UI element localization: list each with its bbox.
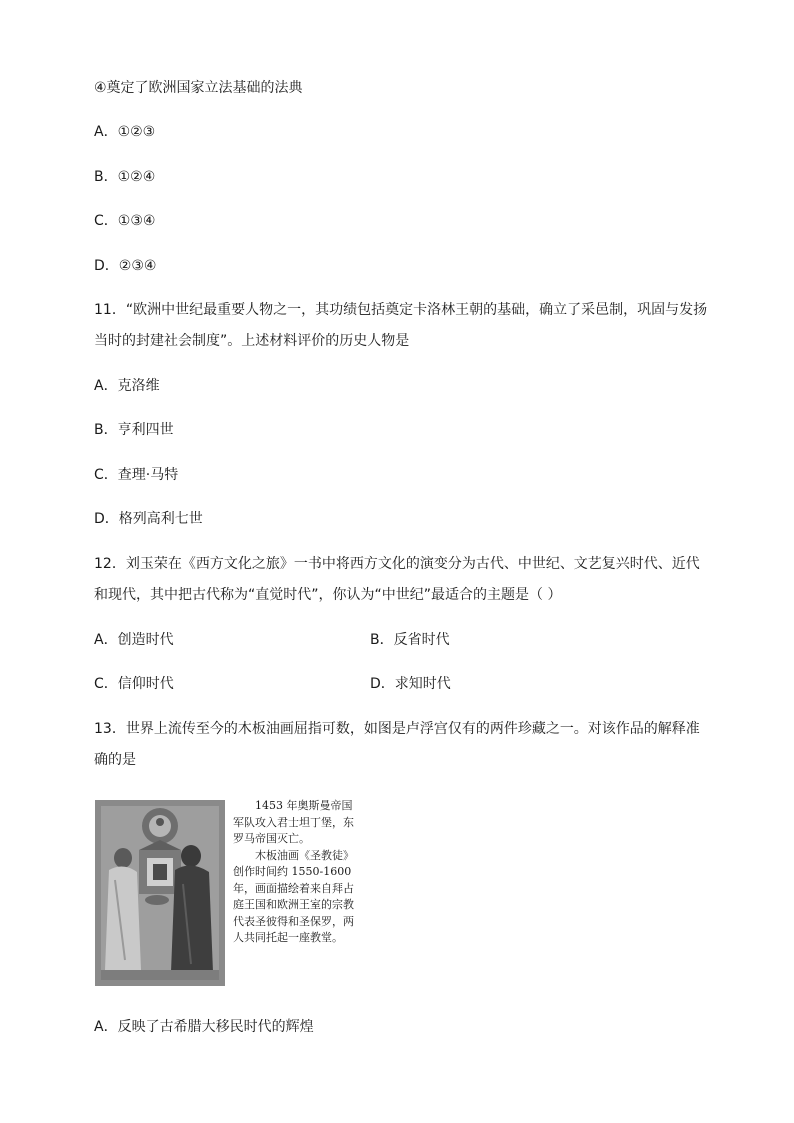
q13-stem-line-2: 确的是 bbox=[94, 752, 136, 768]
q12-stem-line-1: 12．刘玉荣在《西方文化之旅》一书中将西方文化的演变分为古代、中世纪、文艺复兴时代、近代 bbox=[94, 556, 700, 572]
q13-stem-line-1: 13．世界上流传至今的木板油画屈指可数，如图是卢浮宫仅有的两件珍藏之一。对该作品的解释准 bbox=[94, 721, 700, 737]
q11-option-c: C．查理·马特 bbox=[94, 467, 179, 483]
q12-option-a: A．创造时代 bbox=[94, 632, 174, 648]
painting-caption bbox=[233, 798, 355, 947]
q10-option-c: C．①③④ bbox=[94, 213, 156, 229]
q11-option-a: A．克洛维 bbox=[94, 378, 160, 394]
q10-option-d: D．②③④ bbox=[94, 258, 157, 274]
q10-option-b: B．①②④ bbox=[94, 169, 156, 185]
q10-option-a: A．①②③ bbox=[94, 124, 156, 140]
q11-stem-line-1: 11．“欧洲中世纪最重要人物之一，其功绩包括奠定卡洛林王朝的基础，确立了采邑制，巩固与发扬 bbox=[94, 302, 708, 318]
painting-illustration bbox=[95, 800, 225, 986]
q12-option-d: D．求知时代 bbox=[370, 676, 451, 692]
q13-option-a: A．反映了古希腊大移民时代的辉煌 bbox=[94, 1019, 314, 1035]
q11-option-b: B．亨利四世 bbox=[94, 422, 174, 438]
q11-stem-line-2: 当时的封建社会制度”。上述材料评价的历史人物是 bbox=[94, 333, 410, 349]
q12-option-c: C．信仰时代 bbox=[94, 676, 174, 692]
q12-stem-line-2: 和现代，其中把古代称为“直觉时代”，你认为“中世纪”最适合的主题是（ ） bbox=[94, 587, 562, 603]
q10-item-4: ④奠定了欧洲国家立法基础的法典 bbox=[94, 80, 303, 96]
q12-option-b: B．反省时代 bbox=[370, 632, 450, 648]
icon-painting-image bbox=[95, 800, 225, 986]
caption-paragraph-2: 木板油画《圣教徒》创作时间约 1550-1600 年，画面描绘着来自拜占庭王国和欧洲王室的宗教代表圣彼得和圣保罗，两人共同托起一座教堂。 bbox=[233, 848, 354, 944]
caption-paragraph-1: 1453 年奥斯曼帝国军队攻入君士坦丁堡，东罗马帝国灭亡。 bbox=[233, 799, 354, 845]
q11-option-d: D．格列高利七世 bbox=[94, 511, 203, 527]
